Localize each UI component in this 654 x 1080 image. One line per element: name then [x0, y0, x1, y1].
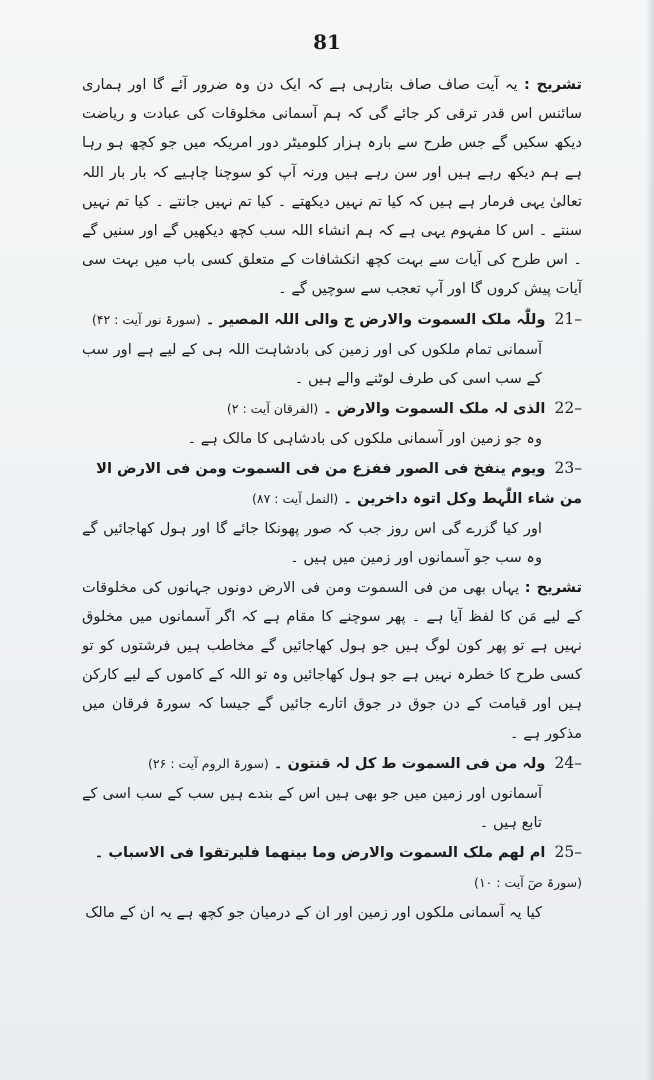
verse-number: 25– [554, 843, 582, 862]
commentary-text: یہاں بھی من فی السموت ومن فی الارض دونوں جہانوں کی مخلوقات کے لیے مَن کا لفظ آیا ہے ۔ پھر سوچنے کا مقام ہے کہ اگر آسمانوں میں مخلوق نہیں ہے تو پھر کون لوگ ہیں جو ہول کھاجائیں گے مخاطب ہیں فرشتوں کو تو کسی طرح کا خطرہ نہیں ہے جو ہول کھاجائیں وہ تو اللہ کے کاموں کے لیے کارکن ہیں اور قیامت کے دن جوق در جوق اتارے جائیں گے جیسا کہ سورۃ فرقان میں مذکور ہے ۔ [82, 578, 582, 742]
commentary-text: یہ آیت صاف صاف بتارہی ہے کہ ایک دن وہ ضرور آئے گا اور ہماری سائنس اس قدر ترقی کر جائے گی کہ ہم آسمانی مخلوقات کی عبادت و ریاضت دیکھ سکیں گے جس طرح سے بارہ ہزار کلومیٹر دور امریکہ میں جو کچھ ہو رہا ہے ہم دیکھ رہے ہیں اور سن رہے ہیں ورنہ آپ کو سوچنا چاہیے کہ بار بار اللہ تعالیٰ یہی فرمار ہے ہیں کہ کیا تم نہیں دیکھتے ۔ کیا تم نہیں جانتے ۔ کیا تم نہیں سنتے ۔ اس کا مفہوم یہی ہے کہ ہم انشاء اللہ سب کچھ دیکھیں گے اور سنیں گے ۔ اس طرح کی آیات سے بہت کچھ انکشافات کے متعلق کسی باب میں بہت سی آیات پیش کروں گا اور آپ تعجب سے سوچیں گے ۔ [82, 76, 582, 298]
verse-number: 22– [554, 399, 582, 418]
verse-translation: آسمانوں اور زمین میں جو بھی ہیں اس کے بندے ہیں سب کے سب اسی کے تابع ہیں ۔ [82, 784, 542, 832]
verse-reference: (سورۃ الروم آیت : ۲۶) [148, 755, 269, 771]
page-number: 81 [313, 30, 341, 54]
verse-translation: اور کیا گزرے گی اس روز جب کہ صور پھونکا جائے گا اور ہول کھاجائیں گے وہ سب جو آسمانوں اور زمین میں ہیں ۔ [82, 520, 542, 567]
verse-reference: (الفرقان آیت : ۲) [226, 401, 319, 417]
verse-25 [82, 837, 582, 927]
verse-text: ویوم ینفخ فی الصور ففزع من فی السموت ومن فی الارض الا من شاء اللّٰہط وکل اتوہ داخرین ۔ [96, 460, 582, 508]
verse-number: 21– [554, 309, 582, 328]
commentary-label: تشریح : [523, 76, 582, 93]
page-content [82, 70, 582, 927]
verse-number: 23– [554, 459, 582, 478]
verse-text: الذی لہ ملک السموت والارض ۔ [323, 400, 546, 418]
verse-translation: آسمانی تمام ملکوں کی اور زمین کی بادشاہت اللہ ہی کے لیے ہے اور سب کے سب اسی کی طرف لوٹنے والے ہیں ۔ [82, 340, 542, 387]
verse-reference: (سورۃ نور آیت : ۴۲) [91, 311, 201, 327]
verse-arabic [82, 748, 582, 779]
verse-21 [82, 304, 582, 393]
commentary-label: تشریح : [524, 578, 583, 596]
verse-text: ولہ من فی السموت ط کل لہ قنتون ۔ [273, 754, 546, 772]
verse-number: 24– [554, 753, 582, 772]
verse-reference: (النمل آیت : ۸۷) [252, 491, 339, 507]
page-edge-shadow [646, 0, 654, 1080]
verse-translation: وہ جو زمین اور آسمانی ملکوں کی بادشاہی کا مالک ہے ۔ [187, 430, 542, 448]
verse-arabic [82, 393, 582, 424]
verse-arabic [82, 304, 582, 335]
verse-22 [82, 393, 582, 453]
verse-24 [82, 748, 582, 837]
commentary-paragraph [82, 573, 582, 748]
verse-reference: (سورۃ صٓ آیت : ۱۰) [474, 875, 582, 891]
commentary-paragraph [82, 70, 582, 304]
verse-arabic [82, 453, 582, 514]
verse-arabic [82, 837, 582, 898]
verse-translation: کیا یہ آسمانی ملکوں اور زمین اور ان کے درمیان جو کچھ ہے یہ ان کے مالک [85, 904, 542, 922]
verse-text: وللّٰہ ملک السموت والارض ج والی اللہ المصیر ۔ [205, 310, 546, 328]
verse-23 [82, 453, 582, 572]
verse-text: ام لھم ملک السموت والارض وما بینھما فلیرتقوا فی الاسباب ۔ [94, 844, 546, 862]
